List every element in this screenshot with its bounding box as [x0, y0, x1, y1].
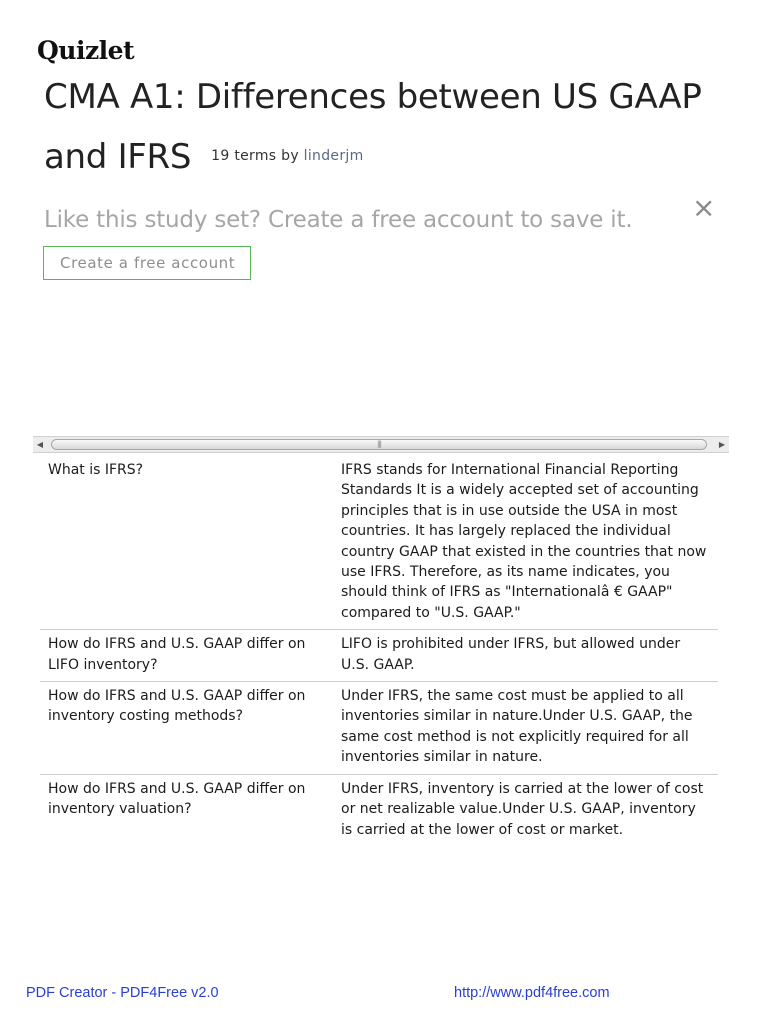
term-row [40, 458, 718, 630]
definition-cell: LIFO is prohibited under IFRS, but allowed under U.S. GAAP. [333, 630, 718, 682]
term-cell: How do IFRS and U.S. GAAP differ on inventory valuation? [40, 774, 333, 846]
terms-count: 19 terms by [211, 148, 299, 164]
term-cell: What is IFRS? [48, 462, 144, 478]
page-title [44, 68, 744, 187]
pdf4free-link[interactable]: http://www.pdf4free.com [454, 985, 610, 1001]
create-account-button[interactable]: Create a free account [43, 246, 251, 280]
scroll-right-arrow-icon[interactable]: ▶ [718, 440, 726, 449]
set-meta [211, 148, 363, 164]
definition-cell: Under IFRS, the same cost must be applied to all inventories similar in nature.Under U.S. GAAP, the same cost method is not explicitly required for all inventories similar in nature. [333, 682, 718, 775]
terms-table [40, 458, 718, 846]
pdf-creator-label: PDF Creator - PDF4Free v2.0 [26, 985, 219, 1001]
term-row [40, 630, 718, 682]
term-row [40, 682, 718, 775]
definition-cell: Under IFRS, inventory is carried at the lower of cost or net realizable value.Under U.S. GAAP, inventory is carried at the lower of cost or market. [333, 774, 718, 846]
signup-promo-message: Like this study set? Create a free account to save it. [44, 207, 633, 233]
close-icon[interactable]: × [692, 191, 716, 224]
author-link[interactable]: linderjm [303, 148, 364, 164]
quizlet-logo: Quizlet [37, 36, 135, 65]
term-row [40, 774, 718, 846]
set-title: CMA A1: Differences between US GAAP and IFRS [44, 77, 702, 177]
scroll-left-arrow-icon[interactable]: ◀ [36, 440, 44, 449]
definition-cell: IFRS stands for International Financial Reporting Standards It is a widely accepted set of accounting principles that is in use outside the USA in most countries. It has largely replaced the individual country GAAP that existed in the countries that now use IFRS. Therefore, as its name indicates, you should think of IFRS as "Internationalâ € GAAP" compared to "U.S. GAAP." [341, 462, 707, 621]
term-cell: How do IFRS and U.S. GAAP differ on inventory costing methods? [40, 682, 333, 775]
horizontal-scrollbar[interactable] [33, 436, 729, 453]
scrollbar-thumb[interactable] [51, 439, 707, 450]
grip-icon: ||| [376, 440, 382, 448]
term-cell: How do IFRS and U.S. GAAP differ on LIFO inventory? [40, 630, 333, 682]
